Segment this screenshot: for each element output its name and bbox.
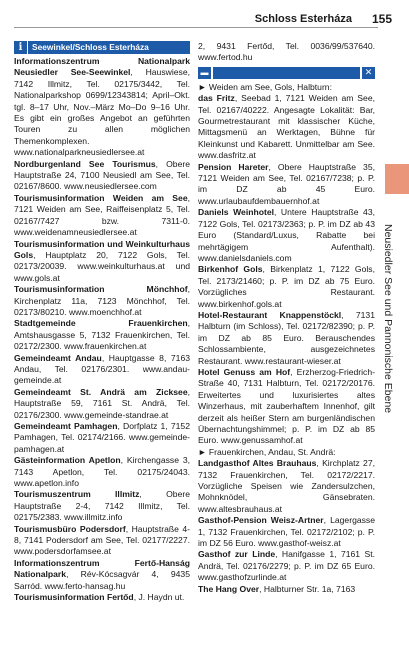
listing-details: , Hanifgasse 1, 7161 St. Andrä, Tel. 02176/2279; p. P. im DZ 65 Euro. www.gasthofzurlinde.at [198,549,375,583]
listing-details: , Halbturner Str. 1a, 7163 [259,583,356,594]
info-icon: i [14,41,28,54]
listing-name: The Hang Over [198,583,260,594]
listing-entry [14,284,190,318]
section-label: Seewinkel/Schloss Esterháza [32,41,149,52]
listing-name: Birkenhof Gols [198,264,263,275]
listing-name: Hotel-Restaurant Knappenstöckl [198,309,342,320]
listing-entry [198,162,375,208]
listing-entry [14,56,190,159]
right-intro [198,41,375,64]
listing-entry [14,592,190,603]
bed-icon: ▬ [198,67,211,79]
listing-details: , Kirchenplatz 11a, 7123 Mönchhof, Tel. 02173/80210. www.moenchhof.at [14,284,190,317]
listing-details: , Erzherzog-Friedrich-Straße 40, 7131 Halbturn, Tel. 02172/20176. Erweitertes und luxurisiertes altes Winzerhaus, mit zauberhaftem Innenhof, gilt derzeit als heißer Stern am burgenländischen Übernachtungshimmel; p. P. im DZ ab 85 Euro. www.genussamhof.at [198,366,375,446]
listing-name: Landgasthof Altes Brauhaus [198,458,317,469]
listing-name: Gemeindeamt St. Andrä am Zicksee [14,386,188,397]
listing-entry [14,239,190,285]
listing-name: Gemeindeamt Pamhagen [14,421,118,431]
listing-name: Daniels Weinhotel [198,207,274,218]
section-bar [213,67,360,79]
listing-entry [198,93,375,161]
listing-details: , Hauptgasse 8, 7163 Andau, Tel. 02176/2301. www.andau-gemeinde.at [14,352,190,386]
listing-details: , 7121 Weiden am See, Raiffeisenplatz 5, Tel. 02167/7427 bzw. 7311-0. www.weidenamneusiedlersee.at [14,192,190,238]
listing-entry [198,447,375,458]
listing-entry [14,558,190,592]
listing-details: , Dorfplatz 1, 7152 Pamhagen, Tel. 02174/2166. www.gemeinde-pamhagen.at [14,421,190,454]
listing-details: , 7131 Halbturn (im Schloss), Tel. 02172/82390; p. P. im DZ ab 85 Euro. Berauschendes Schlossambiente, ausgezeichnetes Restaurant. www.restaurant-wieser.at [198,309,375,366]
listing-name: das Fritz [198,93,235,104]
listing-entry [14,455,190,489]
listing-details: , Hauptplatz 20, 7122 Gols, Tel. 02173/20039. www.weinkulturhaus.at und www.gols.at [14,249,190,283]
listing-name: Gästeinformation Apetlon [14,455,121,466]
listing-details: 2, 9431 Fertőd, Tel. 0036/99/537640. www.fertod.hu [198,41,375,63]
listing-name: Nordburgenland See Tourismus [14,158,156,169]
listing-details: , Untere Hauptstraße 43, 7122 Gols, Tel. 02173/2363; p. P. im DZ ab 43 Euro (Standard/Luxus, Rabatte bei mehrtägigem Aufenthalt). www.danielsdaniels.com [198,207,375,263]
listing-entry [198,584,375,595]
listing-name: Gemeindeamt Andau [14,352,102,363]
listing-details: , J. Haydn ut. [133,592,185,603]
running-header-title: Schloss Esterháza [254,13,352,25]
listing-entry [198,515,375,549]
listing-name: Informationszentrum Fertő-Hanság Nationalpark [14,557,190,580]
listing-details: , Hauptstraße 59, 7161 St. Andrä, Tel. 02176/2300. www.gemeinde-standrae.at [14,386,190,420]
listing-details: ► Weiden am See, Gols, Halbturn: [198,81,332,92]
listing-details: , Obere Hauptstraße 24, 7100 Neusiedl am See, Tel. 02167/8600. www.neusiedlersee.com [14,158,190,192]
page-number: 155 [371,12,392,26]
listing-entry [14,489,190,523]
listing-details: , Kirchplatz 27, 7132 Frauenkirchen, Tel. 02172/2217. Vorzügliche Speisen wie Zandersulzchen, Mohnknödel, Gänsebraten. www.altesbrauhaus.at [198,458,375,514]
chapter-thumb-tab [385,164,409,194]
listing-details: , Kirchengasse 3, 7143 Apetlon, Tel. 02175/24043. www.apetlon.info [14,455,190,489]
listing-name: Pension Hareter [198,161,269,172]
listing-name: Informationszentrum Nationalpark Neusiedler See-Seewinkel [14,56,190,78]
lodging-section-header [198,67,375,79]
listing-name: Tourismusinformation und Weinkulturhaus Gols [14,238,190,260]
listing-details: , Lagergasse 1, 7132 Frauenkirchen, Tel. 02172/2102; p. P. im DZ 56 Euro. www.gasthof-weisz.at [198,515,375,549]
listing-details: , Rév-Kócsagvár 4, 9435 Sarród. www.ferto-hansag.hu [14,569,190,591]
listing-details: , Obere Hauptstraße 2-4, 7142 Illmitz, Tel. 02175/2383. www.illmitz.info [14,489,190,523]
listing-details: , Hauptstraße 4-8, 7141 Podersdorf am See, Tel. 02177/2227. www.podersdorfamsee.at [14,523,190,557]
listing-entry [198,264,375,310]
info-section-header [14,41,190,54]
listing-entry [198,41,375,64]
listing-entry [198,549,375,583]
listing-entry [14,193,190,239]
right-entries [198,82,375,595]
listing-details: , Obere Hauptstraße 35, 7121 Weiden am See, Tel. 02167/7238; p. P. im DZ ab 45 Euro. www.urlaubaufdembauernhof.at [198,161,375,206]
listing-entry [198,82,375,93]
listing-name: Hotel Genuss am Hof [198,366,291,377]
listing-name: Tourismusbüro Podersdorf [14,523,126,534]
chapter-side-label: Neusiedler See und Pannonische Ebene [382,224,394,414]
listing-entry [198,458,375,515]
listing-name: Tourismusinformation Weiden am See [14,192,188,203]
listing-name: Gasthof zur Linde [198,549,276,560]
listing-entry [14,353,190,387]
listing-details: ► Frauenkirchen, Andau, St. Andrä: [198,446,336,457]
listing-entry [14,421,190,455]
left-column [14,41,190,641]
listing-name: Tourismusinformation Mönchhof [14,284,188,295]
listing-entry [14,318,190,352]
listing-name: Gasthof-Pension Weisz-Artner [198,515,324,526]
cutlery-icon: ✕ [362,67,375,79]
listing-name: Tourismusinformation Fertőd [14,592,134,603]
listing-details: , Hauswiese, 7142 Illmitz, Tel. 02175/3442, Tel. Nationalparkshop 0699/12343814; April–Okt. tgl. 8–17 Uhr, Nov.–März Mo–Do 9–16 Uhr. Es gibt ein großes Angebot an geführten Touren zu allen möglichen Themenkomplexen. www.nationalparkneusiedlersee.at [14,67,190,158]
listing-entry [14,159,190,193]
listing-details: , Seebad 1, 7121 Weiden am See, Tel. 02167/40222. Angesagte Lokalität: Bar, Gourmetrestaurant mit klassischer Küche, Mittagsmenü an Werktagen, Bühne für Kleinkunst und Kabarett. Unmittelbar am See. www.dasfritz.at [198,93,375,161]
listing-details: , Amtshausgasse 5, 7132 Frauenkirchen, Tel. 02172/2300. www.frauenkirchen.at [14,318,190,352]
header-rule [14,27,378,28]
listing-name: Tourismuszentrum Illmitz [14,489,140,500]
listing-entry [14,387,190,421]
listing-entry [14,524,190,558]
listing-details: , Birkenplatz 1, 7122 Gols, Tel. 2173/21460; p. P. im DZ ab 75 Euro. Vorzügliches Restaurant. www.birkenhof.gols.at [198,264,375,309]
listing-name: Stadtgemeinde Frauenkirchen [14,318,188,329]
listing-entry [198,207,375,264]
left-entries [14,56,190,604]
listing-entry [198,367,375,447]
right-column [198,41,375,641]
listing-entry [198,310,375,367]
